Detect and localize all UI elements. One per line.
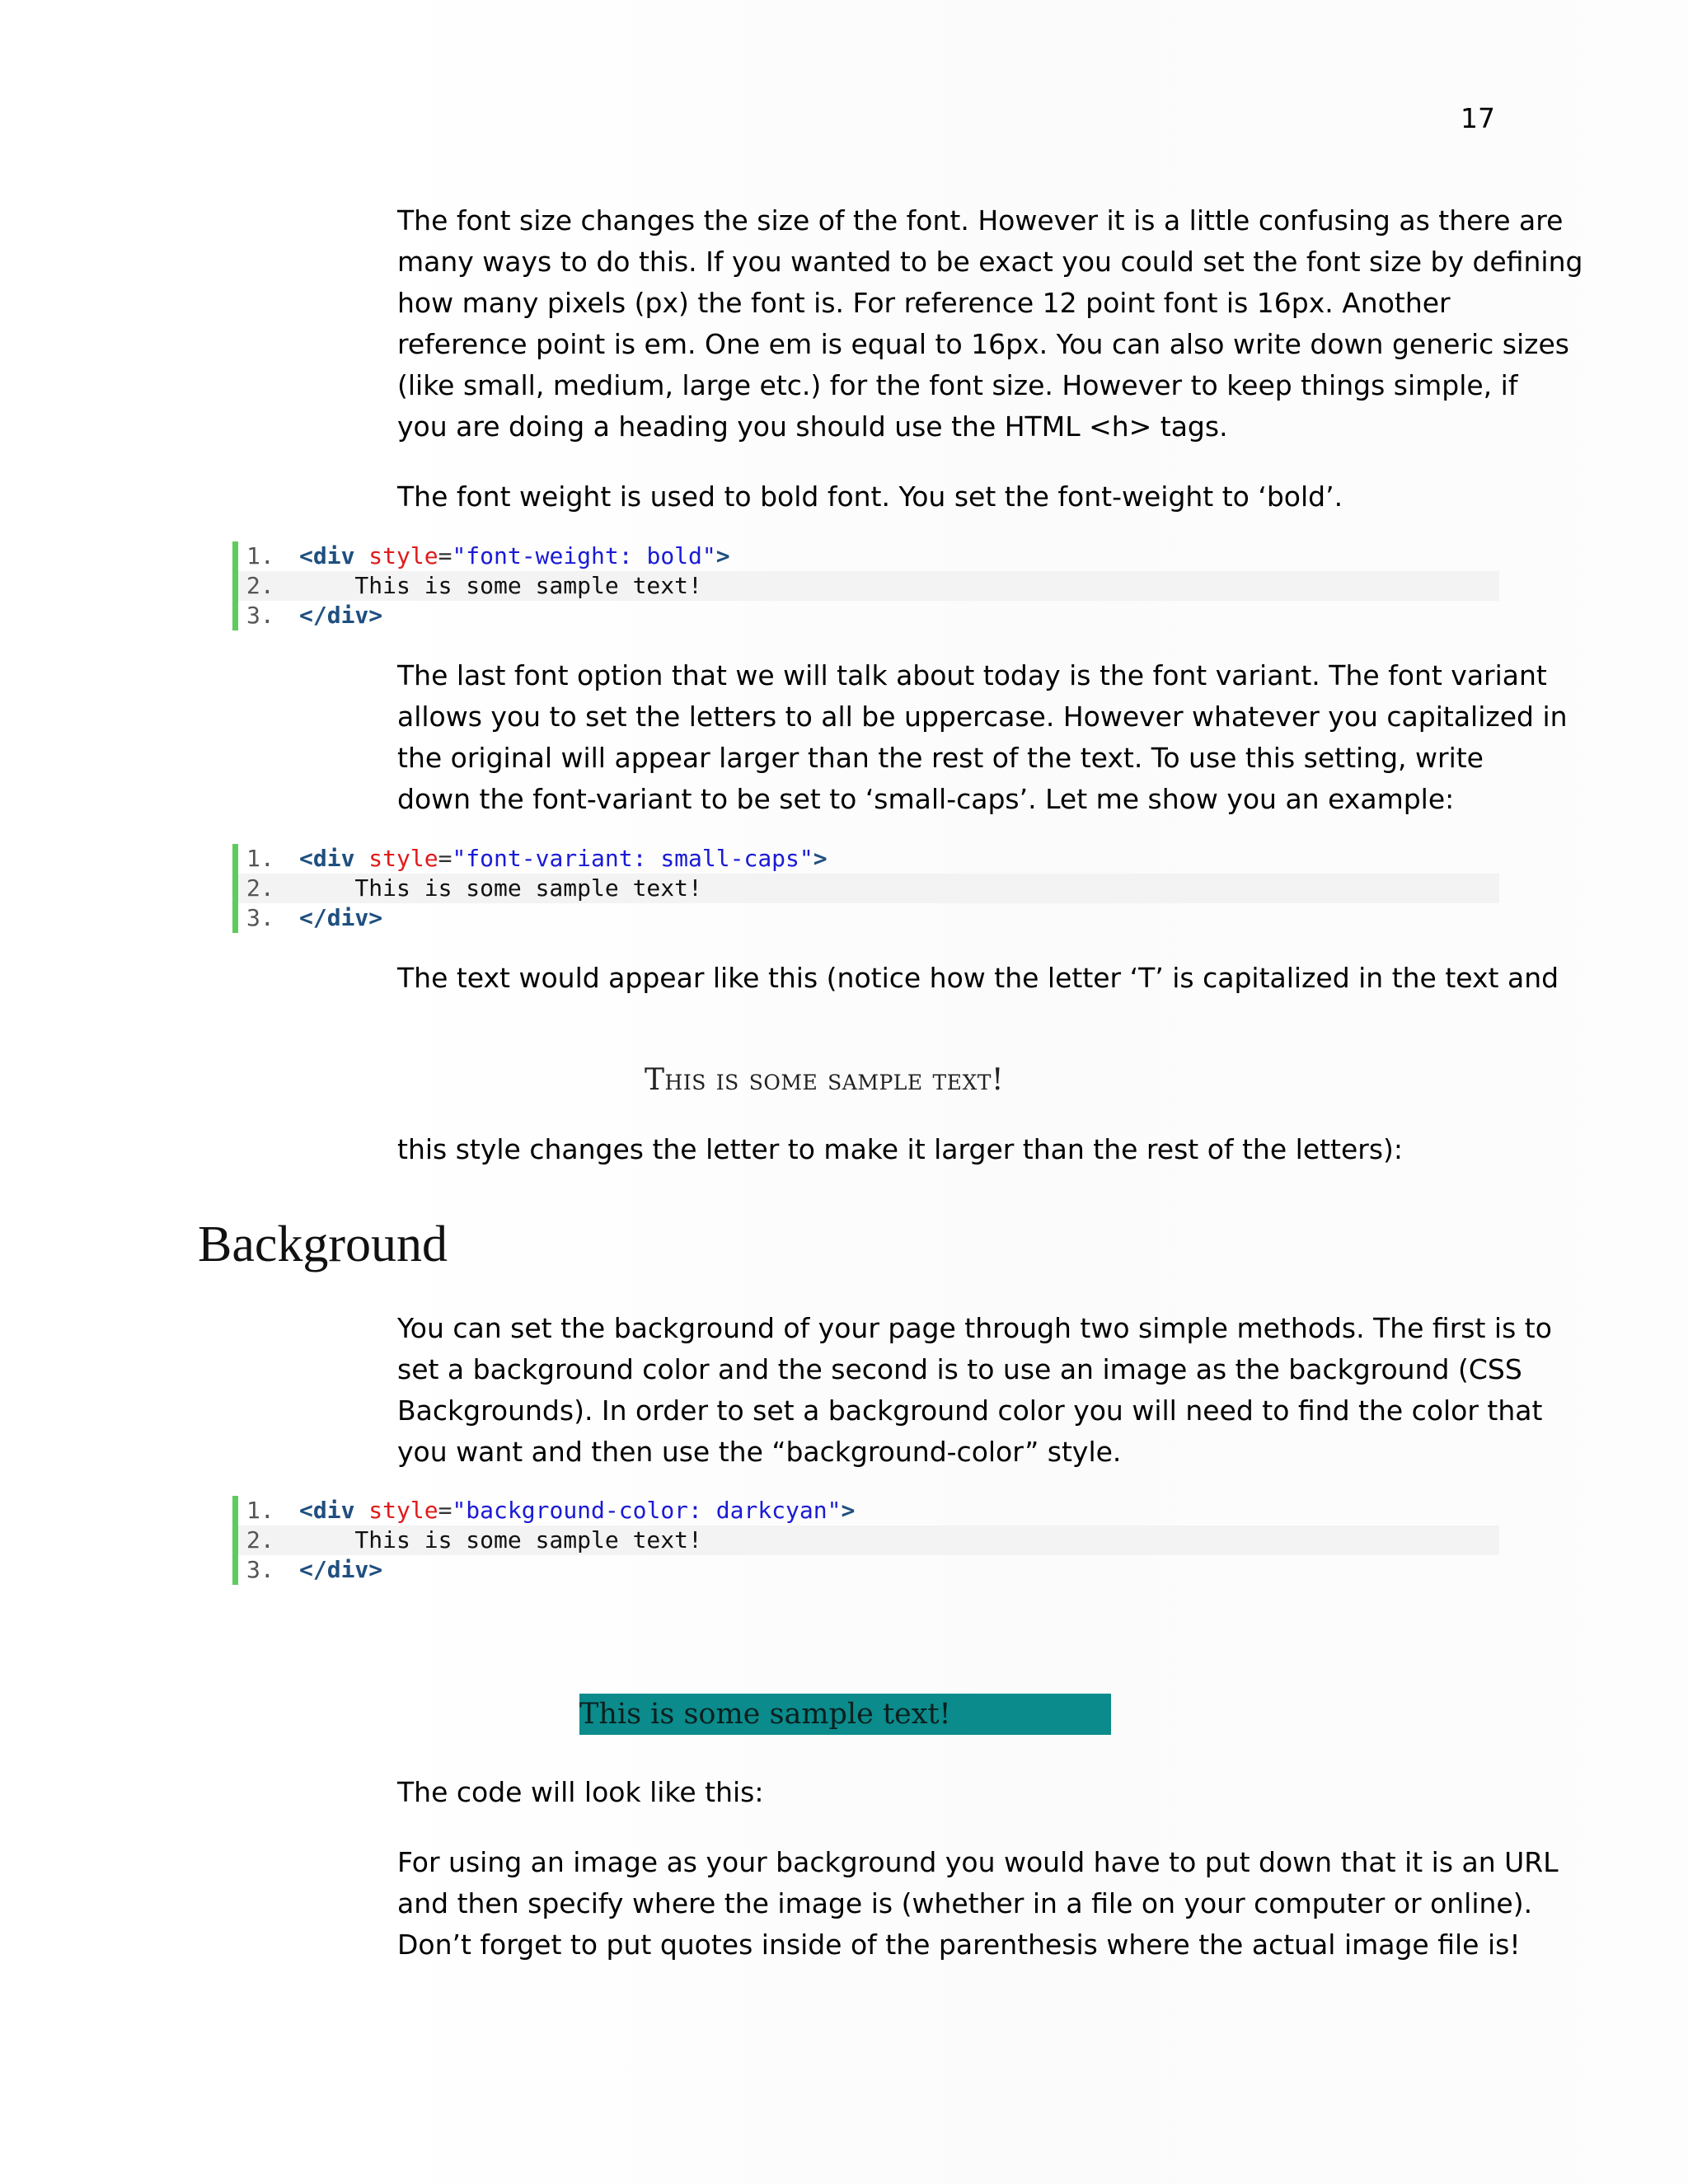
code-attr: style: [368, 542, 438, 569]
text-line: The code will look like this:: [397, 1776, 764, 1808]
code-line: [238, 903, 1499, 933]
text-line: down the font-variant to be set to ‘small-caps’. Let me show you an example:: [397, 783, 1455, 815]
code-line: [238, 1526, 1499, 1555]
line-number: 1.: [246, 845, 274, 872]
code-line: [238, 874, 1499, 903]
code-punct: =: [438, 542, 452, 569]
text-line: Don’t forget to put quotes inside of the parenthesis where the actual image file is!: [397, 1929, 1521, 1961]
line-number: 3.: [246, 904, 274, 931]
text-line: reference point is em. One em is equal to 16px. You can also write down generic sizes: [397, 328, 1569, 360]
code-punct: =: [438, 1497, 452, 1524]
text-line: allows you to set the letters to all be uppercase. However whatever you capitalized in: [397, 701, 1568, 733]
code-tag: >: [813, 845, 828, 872]
code-tag: <div: [299, 845, 355, 872]
text-line: The font size changes the size of the font. However it is a little confusing as there are: [397, 204, 1564, 237]
code-tag: <div: [299, 542, 355, 569]
paragraph-font-size: [397, 200, 1583, 448]
text-line: The font weight is used to bold font. You set the font-weight to ‘bold’.: [397, 480, 1343, 513]
code-block-font-variant: [232, 844, 1499, 933]
text-line: the original will appear larger than the rest of the text. To use this setting, write: [397, 742, 1484, 774]
paragraph-appear-like: [397, 958, 1559, 999]
text-line: You can set the background of your page through two simple methods. The first is to: [397, 1312, 1552, 1344]
code-attr: style: [368, 1497, 438, 1524]
paragraph-background-intro: [397, 1308, 1552, 1473]
section-heading-background: Background: [198, 1216, 448, 1272]
line-number: 3.: [246, 602, 274, 629]
text-line: this style changes the letter to make it larger than the rest of the letters):: [397, 1133, 1404, 1165]
paragraph-image-background: [397, 1842, 1559, 1966]
code-tag: </div>: [299, 602, 383, 629]
code-line: [238, 1555, 1499, 1585]
code-string: "font-variant: small-caps": [452, 845, 814, 872]
text-line: you are doing a heading you should use the HTML <h> tags.: [397, 410, 1228, 443]
code-tag: </div>: [299, 1556, 383, 1583]
line-number: 1.: [246, 1497, 274, 1524]
text-line: The last font option that we will talk about today is the font variant. The font variant: [397, 659, 1547, 691]
text-line: many ways to do this. If you wanted to be exact you could set the font size by defining: [397, 246, 1583, 278]
small-caps-sample-image: This is some sample text!: [645, 1063, 1004, 1097]
paragraph-font-variant: [397, 655, 1568, 820]
code-string: "background-color: darkcyan": [452, 1497, 842, 1524]
text-line: For using an image as your background you would have to put down that it is an URL: [397, 1846, 1559, 1878]
paragraph-code-look: [397, 1772, 1502, 1813]
text-line: set a background color and the second is to use an image as the background (CSS: [397, 1353, 1522, 1385]
line-number: 2.: [246, 874, 274, 902]
code-string: "font-weight: bold": [452, 542, 716, 569]
code-line: [238, 541, 1499, 571]
code-line: [238, 1496, 1499, 1526]
code-line: [238, 601, 1499, 630]
code-line: [238, 844, 1499, 874]
code-block-font-weight: [232, 541, 1499, 630]
line-number: 3.: [246, 1556, 274, 1583]
code-tag: <div: [299, 1497, 355, 1524]
text-line: Backgrounds). In order to set a background color you will need to find the color that: [397, 1394, 1543, 1427]
paragraph-font-weight: [397, 476, 1502, 518]
code-text: This is some sample text!: [299, 874, 702, 902]
code-tag: >: [715, 542, 730, 569]
code-punct: =: [438, 845, 452, 872]
page-number: 17: [1461, 102, 1495, 134]
darkcyan-sample-image: This is some sample text!: [579, 1694, 1111, 1735]
line-number: 2.: [246, 1526, 274, 1554]
text-line: The text would appear like this (notice how the letter ‘T’ is capitalized in the text and: [397, 962, 1559, 994]
code-text: This is some sample text!: [299, 1526, 702, 1554]
text-line: and then specify where the image is (whether in a file on your computer or online).: [397, 1887, 1533, 1919]
code-text: This is some sample text!: [299, 572, 702, 599]
line-number: 2.: [246, 572, 274, 599]
code-tag: >: [841, 1497, 856, 1524]
code-line: [238, 571, 1499, 601]
code-attr: style: [368, 845, 438, 872]
paragraph-larger-letter: [397, 1129, 1502, 1170]
code-block-background-color: [232, 1496, 1499, 1585]
code-tag: </div>: [299, 904, 383, 931]
text-line: how many pixels (px) the font is. For reference 12 point font is 16px. Another: [397, 287, 1451, 319]
text-line: you want and then use the “background-color” style.: [397, 1436, 1122, 1468]
text-line: (like small, medium, large etc.) for the font size. However to keep things simple, if: [397, 369, 1518, 401]
line-number: 1.: [246, 542, 274, 569]
